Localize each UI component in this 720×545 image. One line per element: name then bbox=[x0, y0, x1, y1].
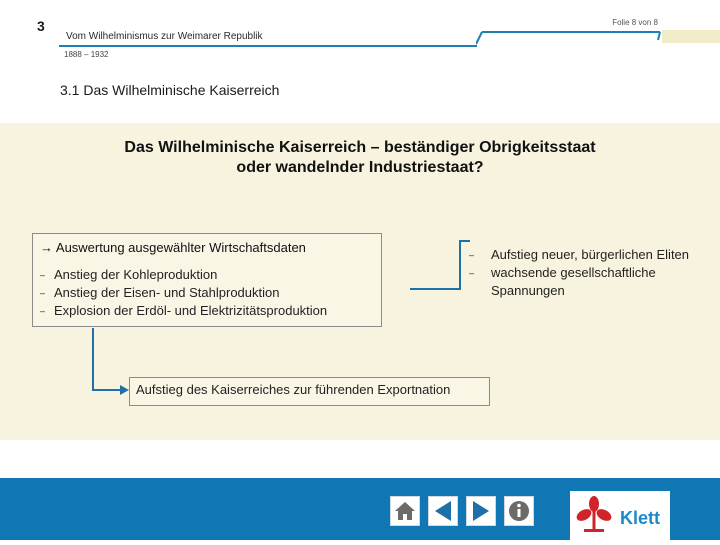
economic-data-heading: → Auswertung ausgewählter Wirtschaftsdaten bbox=[40, 240, 306, 255]
klett-logo-text: Klett bbox=[620, 508, 660, 528]
info-button[interactable] bbox=[504, 496, 534, 526]
home-button[interactable] bbox=[390, 496, 420, 526]
slide-title-line-2: oder wandelnder Industriestaat? bbox=[236, 159, 484, 176]
slide-counter: Folie 8 von 8 bbox=[612, 18, 658, 27]
section-title: 3.1 Das Wilhelminische Kaiserreich bbox=[60, 82, 280, 98]
year-range: 1888 – 1932 bbox=[64, 50, 109, 59]
economic-data-list bbox=[40, 266, 327, 320]
back-icon bbox=[429, 497, 457, 525]
forward-icon bbox=[467, 497, 495, 525]
back-button[interactable] bbox=[428, 496, 458, 526]
social-effects-list bbox=[480, 246, 700, 299]
slide-title-line-1: Das Wilhelminische Kaiserreich – beständiger Obrigkeitsstaat bbox=[124, 139, 596, 156]
forward-button[interactable] bbox=[466, 496, 496, 526]
header-title: Vom Wilhelminismus zur Weimarer Republik bbox=[66, 31, 263, 42]
result-text: Aufstieg des Kaiserreiches zur führenden Exportnation bbox=[136, 382, 451, 397]
list-item: – Anstieg der Kohleproduktion bbox=[40, 266, 327, 284]
chapter-number: 3 bbox=[37, 18, 45, 34]
klett-clover-icon bbox=[570, 491, 618, 540]
home-icon bbox=[391, 497, 419, 525]
list-item: – Aufstieg neuer, bürgerlichen Eliten bbox=[480, 246, 700, 264]
list-item: – wachsende gesellschaftliche Spannungen bbox=[480, 264, 700, 299]
list-item: – Anstieg der Eisen- und Stahlproduktion bbox=[40, 284, 327, 302]
info-icon bbox=[505, 497, 533, 525]
list-item: – Explosion der Erdöl- und Elektrizitätsproduktion bbox=[40, 302, 327, 320]
